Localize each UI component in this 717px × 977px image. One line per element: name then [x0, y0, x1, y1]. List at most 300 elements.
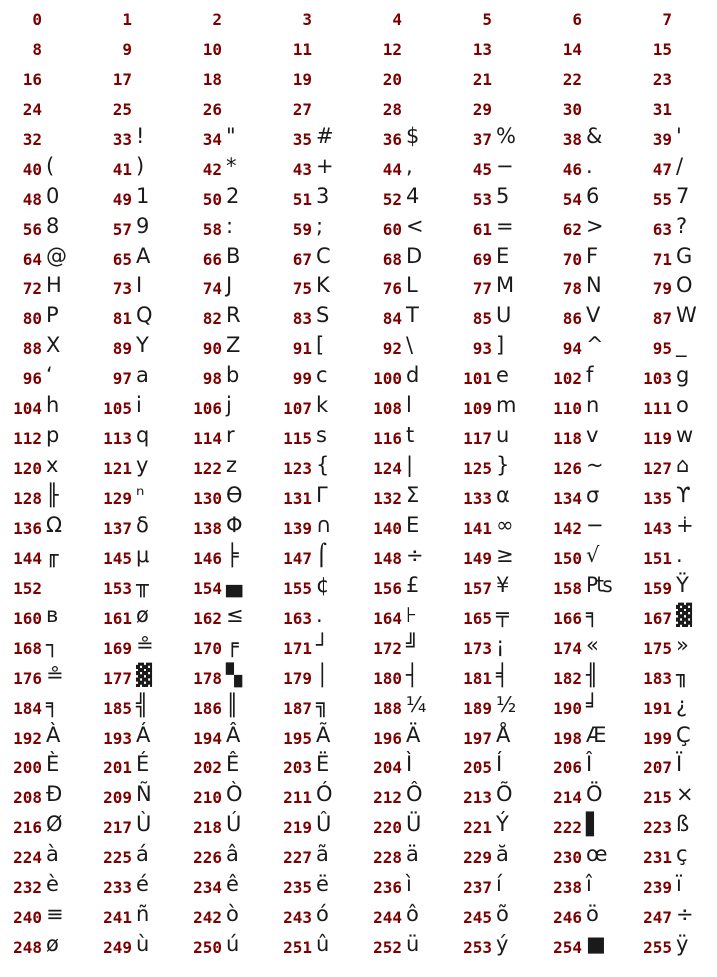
char-code: 198: [553, 728, 582, 748]
char-cell: [270, 242, 360, 272]
char-code: 136: [13, 518, 42, 538]
char-glyph: D: [406, 243, 423, 268]
char-code: 130: [193, 489, 222, 508]
char-cell: [270, 721, 360, 751]
char-code: 189: [463, 698, 492, 718]
char-cell: [450, 331, 540, 361]
char-cell: [540, 32, 630, 62]
char-code: 223: [643, 818, 672, 838]
char-cell: [90, 451, 180, 481]
char-cell: [90, 870, 180, 900]
char-cell: [180, 721, 270, 751]
char-glyph: ö: [586, 902, 599, 927]
char-code: 126: [553, 459, 582, 479]
char-code: 31: [652, 99, 672, 119]
char-cell: [90, 750, 180, 780]
char-cell: [540, 930, 630, 960]
char-glyph: ⌂: [676, 453, 690, 478]
char-glyph: .: [586, 153, 593, 178]
char-glyph: ╥: [136, 572, 149, 597]
char-cell: [360, 870, 450, 900]
char-cell: [0, 361, 90, 391]
char-glyph: J: [226, 273, 233, 298]
char-glyph: *: [226, 153, 237, 178]
char-cell: [630, 421, 717, 451]
char-cell: [540, 451, 630, 481]
char-code: 73: [112, 279, 132, 299]
char-code: 134: [553, 489, 582, 508]
char-glyph: ¼: [406, 692, 427, 717]
char-code: 236: [373, 878, 402, 898]
char-glyph: 3: [316, 183, 330, 208]
char-cell: [270, 511, 360, 541]
char-cell: [0, 661, 90, 691]
char-glyph: >: [586, 213, 604, 238]
char-code: 163: [283, 608, 312, 628]
char-glyph: ≗: [136, 632, 154, 657]
char-glyph: ?: [676, 213, 688, 238]
char-code: 63: [652, 219, 672, 239]
char-code: 139: [283, 518, 312, 538]
char-code: 2: [212, 10, 222, 29]
table-row: [0, 631, 717, 661]
table-row: [0, 780, 717, 810]
char-code: 60: [382, 219, 402, 239]
char-code: 56: [22, 219, 42, 239]
char-code: 77: [472, 279, 492, 299]
table-row: [0, 331, 717, 361]
char-code: 46: [562, 159, 582, 179]
char-code: 120: [13, 459, 42, 479]
char-glyph: C: [316, 243, 331, 268]
char-code: 109: [463, 399, 492, 419]
char-glyph: 7: [676, 183, 690, 208]
char-cell: [90, 900, 180, 930]
char-glyph: N: [586, 273, 602, 298]
char-code: 167: [643, 608, 672, 628]
char-code: 28: [382, 99, 402, 119]
char-cell: [630, 2, 717, 32]
char-glyph: ╣: [136, 692, 149, 717]
char-glyph: ∞: [496, 512, 514, 537]
char-code: 66: [202, 249, 222, 269]
char-cell: [270, 691, 360, 721]
char-cell: [90, 810, 180, 840]
char-glyph: ϒ: [676, 483, 691, 507]
char-glyph: ‘: [46, 363, 53, 388]
table-row: [0, 122, 717, 152]
char-glyph: ╢: [586, 662, 599, 687]
char-code: 52: [382, 189, 402, 209]
char-cell: [630, 92, 717, 122]
char-cell: [630, 870, 717, 900]
char-cell: [0, 182, 90, 212]
char-cell: [90, 661, 180, 691]
char-cell: [270, 541, 360, 571]
char-cell: [360, 691, 450, 721]
char-cell: [540, 511, 630, 541]
char-glyph: Ù: [136, 812, 152, 837]
char-code: 178: [193, 668, 222, 688]
char-cell: [270, 840, 360, 870]
char-cell: [630, 541, 717, 571]
char-code: 184: [13, 698, 42, 718]
char-cell: [0, 631, 90, 661]
char-cell: [0, 2, 90, 32]
char-code: 39: [652, 129, 672, 149]
char-cell: [360, 62, 450, 92]
char-cell: [270, 271, 360, 301]
char-code: 247: [643, 908, 672, 928]
char-cell: [180, 32, 270, 62]
char-code: 103: [643, 369, 672, 389]
char-cell: [0, 601, 90, 631]
char-glyph: ¿: [676, 692, 688, 717]
char-cell: [0, 541, 90, 571]
char-code: 68: [382, 249, 402, 269]
char-code: 226: [193, 848, 222, 868]
char-cell: [630, 900, 717, 930]
char-cell: [270, 301, 360, 331]
char-cell: [450, 32, 540, 62]
table-row: [0, 242, 717, 272]
char-cell: [270, 780, 360, 810]
char-code: 137: [103, 518, 132, 538]
char-code: 176: [13, 668, 42, 688]
char-cell: [630, 122, 717, 152]
char-cell: [270, 32, 360, 62]
char-glyph: y: [136, 453, 149, 478]
char-code: 164: [373, 608, 402, 628]
char-glyph: h: [46, 393, 60, 418]
table-row: [0, 601, 717, 631]
char-cell: [630, 571, 717, 601]
char-code: 235: [283, 878, 312, 898]
table-row: [0, 152, 717, 182]
char-glyph: p: [46, 423, 60, 448]
char-glyph: l: [406, 393, 412, 418]
char-cell: [450, 750, 540, 780]
char-cell: [360, 391, 450, 421]
char-glyph: k: [316, 393, 329, 418]
char-cell: [180, 691, 270, 721]
char-code: 26: [202, 99, 222, 119]
char-code: 48: [22, 189, 42, 209]
char-cell: [360, 32, 450, 62]
char-code: 105: [103, 399, 132, 419]
char-code: 69: [472, 249, 492, 269]
char-glyph: »: [676, 632, 689, 657]
char-glyph: ▓: [676, 602, 693, 627]
char-glyph: ║: [226, 692, 239, 717]
char-cell: [360, 750, 450, 780]
char-cell: [540, 691, 630, 721]
char-code: 64: [22, 249, 42, 269]
char-glyph: σ: [586, 483, 600, 507]
char-glyph: É: [136, 752, 150, 777]
char-code: 197: [463, 728, 492, 748]
char-code: 248: [13, 938, 42, 958]
char-code: 147: [283, 548, 312, 568]
char-cell: [180, 391, 270, 421]
char-cell: [450, 301, 540, 331]
char-glyph: r: [226, 423, 235, 448]
char-cell: [270, 571, 360, 601]
char-glyph: V: [586, 303, 601, 328]
char-glyph: Í: [496, 752, 503, 777]
char-glyph: Ô: [406, 782, 423, 807]
char-cell: [630, 930, 717, 960]
char-cell: [630, 750, 717, 780]
char-code: 170: [193, 638, 222, 658]
table-row: [0, 451, 717, 481]
char-cell: [180, 840, 270, 870]
char-code: 19: [292, 69, 312, 89]
char-cell: [0, 691, 90, 721]
char-code: 1: [122, 10, 132, 29]
char-glyph: Σ: [406, 483, 420, 507]
char-code: 71: [652, 249, 672, 269]
char-glyph: ": [226, 123, 236, 148]
char-code: 112: [13, 429, 42, 449]
char-code: 93: [472, 339, 492, 359]
char-glyph: ┐: [46, 632, 59, 657]
char-cell: [180, 62, 270, 92]
char-glyph: œ: [586, 842, 608, 867]
char-glyph: ╗: [316, 692, 329, 717]
char-cell: [90, 601, 180, 631]
char-code: 53: [472, 189, 492, 209]
char-cell: [630, 721, 717, 751]
char-glyph: ╒: [226, 632, 239, 657]
char-cell: [630, 810, 717, 840]
char-code: 115: [283, 429, 312, 449]
char-cell: [540, 661, 630, 691]
char-code: 251: [283, 938, 312, 958]
char-cell: [90, 152, 180, 182]
char-code: 238: [553, 878, 582, 898]
char-code: 10: [202, 39, 222, 59]
char-glyph: ÷: [406, 542, 424, 567]
char-code: 153: [103, 578, 132, 598]
char-glyph: ╡: [496, 662, 509, 687]
char-code: 214: [553, 788, 582, 808]
char-code: 208: [13, 788, 42, 808]
char-glyph: Ý: [496, 812, 509, 837]
char-glyph: S: [316, 303, 330, 328]
char-code: 227: [283, 848, 312, 868]
char-cell: [360, 661, 450, 691]
char-cell: [270, 92, 360, 122]
char-glyph: /: [676, 153, 684, 178]
table-row: [0, 2, 717, 32]
char-cell: [540, 62, 630, 92]
char-code: 118: [553, 429, 582, 449]
char-glyph: +: [316, 153, 334, 178]
char-code: 222: [553, 818, 582, 838]
table-row: [0, 481, 717, 511]
char-cell: [270, 631, 360, 661]
char-code: 173: [463, 638, 492, 658]
char-glyph: ø: [136, 602, 149, 627]
char-glyph: ¥: [496, 572, 510, 597]
char-code: 21: [472, 69, 492, 89]
char-cell: [90, 721, 180, 751]
char-code: 16: [22, 69, 42, 89]
char-glyph: á: [136, 842, 149, 867]
char-code: 210: [193, 788, 222, 808]
char-glyph: δ: [136, 512, 149, 537]
char-cell: [360, 601, 450, 631]
char-glyph: Ì: [406, 752, 413, 777]
char-glyph: ╕: [586, 602, 599, 627]
char-code: 102: [553, 369, 582, 389]
char-cell: [540, 271, 630, 301]
char-cell: [180, 451, 270, 481]
char-cell: [450, 930, 540, 960]
char-glyph: ú: [226, 932, 240, 957]
char-glyph: ½: [496, 692, 517, 717]
char-code: 85: [472, 309, 492, 329]
char-glyph: Æ: [586, 722, 607, 747]
char-cell: [540, 840, 630, 870]
char-glyph: à: [46, 842, 59, 867]
char-code: 220: [373, 818, 402, 838]
char-glyph: W: [676, 303, 697, 328]
char-cell: [540, 301, 630, 331]
char-glyph: %: [496, 123, 516, 148]
char-glyph: ô: [406, 902, 419, 927]
char-code: 17: [112, 69, 132, 89]
char-code: 182: [553, 668, 582, 688]
char-code: 206: [553, 758, 582, 778]
char-cell: [540, 541, 630, 571]
char-code: 127: [643, 459, 672, 479]
char-cell: [180, 661, 270, 691]
char-code: 156: [373, 578, 402, 598]
char-code: 231: [643, 848, 672, 868]
char-cell: [360, 511, 450, 541]
char-code: 100: [373, 369, 402, 389]
char-glyph: Ë: [316, 752, 330, 777]
char-cell: [180, 481, 270, 511]
char-code: 159: [643, 578, 672, 598]
char-code: 116: [373, 429, 402, 449]
char-code: 152: [13, 578, 42, 598]
char-code: 18: [202, 69, 222, 89]
table-row: [0, 62, 717, 92]
char-code: 50: [202, 189, 222, 209]
char-code: 36: [382, 129, 402, 149]
char-code: 34: [202, 129, 222, 149]
char-cell: [360, 571, 450, 601]
table-row: [0, 840, 717, 870]
char-cell: [630, 631, 717, 661]
char-code: 123: [283, 459, 312, 479]
char-code: 253: [463, 938, 492, 958]
char-code: 32: [22, 129, 42, 149]
char-cell: [90, 361, 180, 391]
char-cell: [450, 92, 540, 122]
char-code: 195: [283, 728, 312, 748]
char-glyph: P: [46, 303, 59, 328]
char-code: 154: [193, 578, 222, 598]
char-cell: [540, 721, 630, 751]
char-code: 59: [292, 219, 312, 239]
char-cell: [90, 212, 180, 242]
char-cell: [540, 900, 630, 930]
char-cell: [90, 122, 180, 152]
char-cell: [360, 122, 450, 152]
char-code: 217: [103, 818, 132, 838]
char-glyph: Q: [136, 303, 153, 328]
char-code: 106: [193, 399, 222, 419]
char-cell: [540, 601, 630, 631]
char-cell: [630, 152, 717, 182]
char-cell: [450, 451, 540, 481]
char-cell: [180, 92, 270, 122]
char-glyph: ø: [46, 932, 59, 957]
char-glyph: <: [406, 213, 424, 238]
char-glyph: @: [46, 243, 67, 268]
char-cell: [540, 750, 630, 780]
char-code: 67: [292, 249, 312, 269]
char-code: 13: [472, 39, 492, 59]
char-glyph: !: [136, 123, 145, 148]
char-code: 23: [652, 69, 672, 89]
char-glyph: g: [676, 363, 690, 388]
char-cell: [630, 601, 717, 631]
char-cell: [450, 271, 540, 301]
char-cell: [180, 750, 270, 780]
char-cell: [180, 421, 270, 451]
char-cell: [90, 780, 180, 810]
char-code: 133: [463, 489, 492, 508]
table-row: [0, 212, 717, 242]
char-glyph: |: [406, 453, 414, 478]
char-cell: [450, 421, 540, 451]
char-glyph: {: [316, 453, 330, 478]
char-cell: [180, 541, 270, 571]
char-code: 5: [482, 10, 492, 29]
char-glyph: j: [226, 393, 232, 418]
char-cell: [0, 92, 90, 122]
table-row: [0, 870, 717, 900]
char-glyph: ╓: [46, 542, 59, 567]
char-glyph: Ã: [316, 722, 331, 747]
char-code: 215: [643, 788, 672, 808]
char-code: 122: [193, 459, 222, 479]
char-glyph: ç: [676, 842, 688, 867]
char-code: 62: [562, 219, 582, 239]
char-glyph: Ò: [226, 782, 243, 807]
char-glyph: «: [586, 632, 599, 657]
char-glyph: ⊦: [406, 602, 417, 627]
char-cell: [0, 122, 90, 152]
char-code: 224: [13, 848, 42, 868]
char-cell: [360, 301, 450, 331]
char-cell: [540, 631, 630, 661]
char-glyph: À: [46, 722, 61, 747]
char-cell: [360, 721, 450, 751]
char-glyph: B: [226, 243, 241, 268]
char-cell: [360, 212, 450, 242]
char-cell: [90, 92, 180, 122]
char-code: 162: [193, 608, 222, 628]
char-glyph: ÷: [676, 902, 694, 927]
char-code: 193: [103, 728, 132, 748]
char-code: 38: [562, 129, 582, 149]
